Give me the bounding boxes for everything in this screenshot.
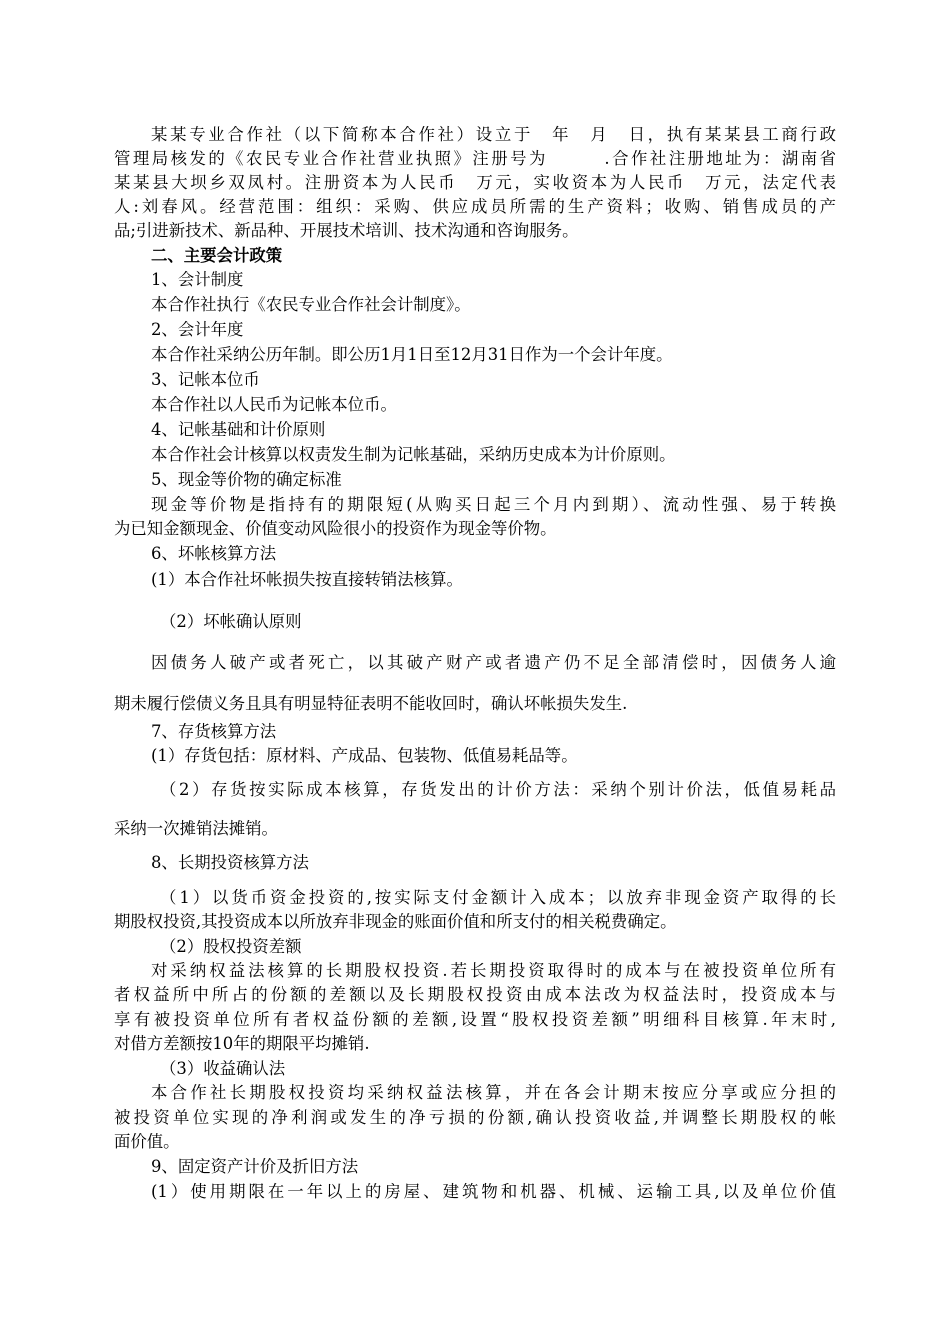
text-line: 因债务人破产或者死亡，以其破产财产或者遗产仍不足全部清偿时，因债务人逾 xyxy=(151,653,836,672)
text-line: (1）本合作社坏帐损失按直接转销法核算。 xyxy=(151,570,463,589)
section-heading: 二、主要会计政策 xyxy=(151,246,283,265)
subheading: 3、记帐本位币 xyxy=(151,370,260,389)
subheading: 8、长期投资核算方法 xyxy=(151,853,309,872)
text-line: 为已知金额现金、价值变动风险很小的投资作为现金等价物。 xyxy=(114,519,557,538)
subheading: （2）股权投资差额 xyxy=(160,937,302,956)
text-line: 本合作社执行《农民专业合作社会计制度》。 xyxy=(151,295,471,314)
text-line: 管理局核发的《农民专业合作社营业执照》注册号为 .合作社注册地址为：湖南省 xyxy=(114,149,836,168)
text-line: (1）使用期限在一年以上的房屋、建筑物和机器、机械、运输工具,以及单位价值 xyxy=(151,1182,836,1201)
text-line: 品;引进新技术、新品种、开展技术培训、技术沟通和咨询服务。 xyxy=(114,221,579,240)
subheading: 6、坏帐核算方法 xyxy=(151,544,277,563)
text-line: 某某县大坝乡双凤村。注册资本为人民币 万元，实收资本为人民币 万元，法定代表 xyxy=(114,173,836,192)
subheading: 5、现金等价物的确定标准 xyxy=(151,470,342,489)
text-line: 本合作社以人民币为记帐本位币。 xyxy=(151,395,397,414)
text-line: 本合作社长期股权投资均采纳权益法核算，并在各会计期末按应分享或应分担的 xyxy=(151,1083,836,1102)
subheading: 9、固定资产计价及折旧方法 xyxy=(151,1157,359,1176)
text-line: （1）以货币资金投资的,按实际支付金额计入成本；以放弃非现金资产取得的长 xyxy=(160,888,836,907)
text-line: 对借方差额按10年的期限平均摊销. xyxy=(114,1034,370,1053)
text-line: 享有被投资单位所有者权益份额的差额,设置“股权投资差额”明细科目核算.年末时, xyxy=(114,1010,836,1029)
text-line: 某某专业合作社（以下简称本合作社）设立于 年 月 日，执有某某县工商行政 xyxy=(151,125,836,144)
subheading: （3）收益确认法 xyxy=(160,1059,286,1078)
text-line: 本合作社采纳公历年制。即公历1月1日至12月31日作为一个会计年度。 xyxy=(151,345,673,364)
text-line: 被投资单位实现的净利润或发生的净亏损的份额,确认投资收益,并调整长期股权的帐 xyxy=(114,1108,836,1127)
text-line: （2）存货按实际成本核算，存货发出的计价方法：采纳个别计价法，低值易耗品 xyxy=(160,780,836,799)
text-line: 本合作社会计核算以权责发生制为记帐基础，采纳历史成本为计价原则。 xyxy=(151,445,676,464)
text-line: 对采纳权益法核算的长期股权投资.若长期投资取得时的成本与在被投资单位所有 xyxy=(151,961,836,980)
text-line: 现金等价物是指持有的期限短(从购买日起三个月内到期）、流动性强、易于转换 xyxy=(151,495,836,514)
text-line: 者权益所中所占的份额的差额以及长期股权投资由成本法改为权益法时，投资成本与 xyxy=(114,985,836,1004)
subheading: 7、存货核算方法 xyxy=(151,722,277,741)
text-line: 人:刘春风。经营范围：组织：采购、供应成员所需的生产资料；收购、销售成员的产 xyxy=(114,197,836,216)
text-line: 面价值。 xyxy=(114,1132,180,1151)
text-line: 期股权投资,其投资成本以所放弃非现金的账面价值和所支付的相关税费确定。 xyxy=(114,912,677,931)
text-line: (1）存货包括：原材料、产成品、包装物、低值易耗品等。 xyxy=(151,746,578,765)
subheading: 1、会计制度 xyxy=(151,270,244,289)
subheading: 4、记帐基础和计价原则 xyxy=(151,420,326,439)
subheading: 2、会计年度 xyxy=(151,320,244,339)
text-line: 采纳一次摊销法摊销。 xyxy=(114,819,278,838)
text-line: 期未履行偿债义务且具有明显特征表明不能收回时，确认坏帐损失发生. xyxy=(114,694,628,713)
subheading: （2）坏帐确认原则 xyxy=(160,612,302,631)
